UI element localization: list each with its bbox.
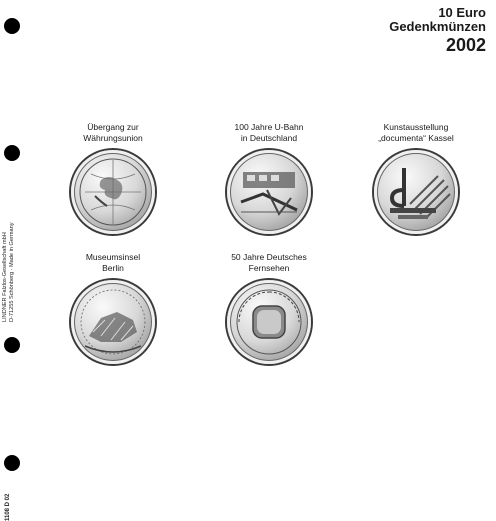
binder-hole-2 (4, 145, 20, 161)
publisher-address: D-71255 Schönberg · Made in Germany (8, 222, 15, 322)
subway-coin-icon (227, 150, 311, 234)
television-coin-icon (227, 280, 311, 364)
page-header (389, 6, 486, 55)
coin-slot-2 (199, 120, 339, 234)
coin-caption: Übergang zur Währungsunion (83, 121, 143, 143)
coin-slot-4 (43, 250, 183, 364)
coin-slot-5 (199, 250, 339, 364)
binder-hole-3 (4, 337, 20, 353)
coin-caption: Kunstausstellung „documenta“ Kassel (378, 121, 454, 143)
header-year: 2002 (445, 34, 486, 55)
publisher-name: LINDNER Falzlos-Gesellschaft mbH (2, 232, 8, 322)
binder-hole-1 (4, 18, 20, 34)
header-title: Gedenkmünzen (389, 19, 486, 35)
page-code: 1108 D 02 (5, 493, 11, 521)
binder-hole-4 (4, 455, 20, 471)
documenta-coin-icon (374, 150, 458, 234)
coin-slot-1 (43, 120, 183, 234)
coin-caption: 50 Jahre Deutsches Fernsehen (231, 251, 307, 273)
coin-slot-3 (346, 120, 486, 234)
coin-caption: 100 Jahre U-Bahn in Deutschland (234, 121, 304, 143)
museum-island-coin-icon (71, 280, 155, 364)
publisher-imprint (2, 202, 30, 322)
coin-caption: Museumsinsel Berlin (85, 251, 141, 273)
header-denomination: 10 Euro (438, 5, 486, 20)
euro-map-coin-icon (71, 150, 155, 234)
